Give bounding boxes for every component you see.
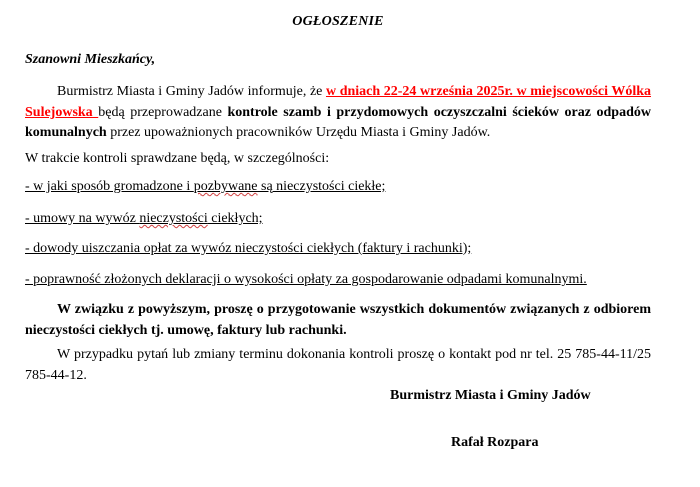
checklist-item-text: - dowody uiszczania opłat za wywóz nieczystości ciekłych (faktury i rachunki); [25, 241, 472, 256]
paragraph-end-text: przez upoważnionych pracowników Urzędu Miasta i Gminy Jadów. [106, 125, 491, 140]
checklist-item-text: ciekłych; [207, 211, 263, 226]
paragraph-middle-text: będą przeprowadzane [98, 104, 228, 120]
checklist-item [25, 272, 587, 288]
greeting: Szanowni Mieszkańcy, [25, 52, 156, 67]
checklist-item-text: są nieczystości ciekłe; [257, 179, 386, 194]
announcement-paragraph [25, 82, 651, 144]
date-location-highlight: w dniach 22-24 września 2025r. w miejscowości Wólka Sulejowska [25, 84, 651, 120]
signature-office: Burmistrz Miasta i Gminy Jadów [390, 388, 591, 403]
checklist-item-text: - poprawność złożonych deklaracji o wysokości opłaty za gospodarowanie odpadami komunalnymi. [25, 272, 587, 287]
spellcheck-flagged-word: nieczystości [139, 211, 208, 226]
checklist-item [25, 211, 263, 227]
contact-paragraph: W przypadku pytań lub zmiany terminu dokonania kontroli proszę o kontakt pod nr tel. 25 785-44-11/25 785-44-12. [25, 347, 651, 383]
paragraph-intro-text: Burmistrz Miasta i Gminy Jadów informuje, że [57, 84, 326, 99]
checklist-item [25, 241, 471, 257]
spellcheck-flagged-word: pozbywane [193, 179, 258, 194]
checklist-item-text: - umowy na wywóz [25, 211, 140, 226]
document-title: OGŁOSZENIE [292, 14, 384, 29]
inspection-subject: kontrole szamb i przydomowych oczyszczalni ścieków oraz odpadów komunalnych [25, 104, 651, 140]
checklist-intro: W trakcie kontroli sprawdzane będą, w szczególności: [25, 151, 330, 166]
signature-name: Rafał Rozpara [451, 435, 539, 450]
documents-request-paragraph: W związku z powyższym, proszę o przygotowanie wszystkich dokumentów związanych z odbiorem nieczystości ciekłych tj. umowę, faktury lub rachunki. [25, 302, 651, 338]
checklist-item-text: - w jaki sposób gromadzone i [25, 179, 194, 194]
checklist-item [25, 179, 385, 195]
